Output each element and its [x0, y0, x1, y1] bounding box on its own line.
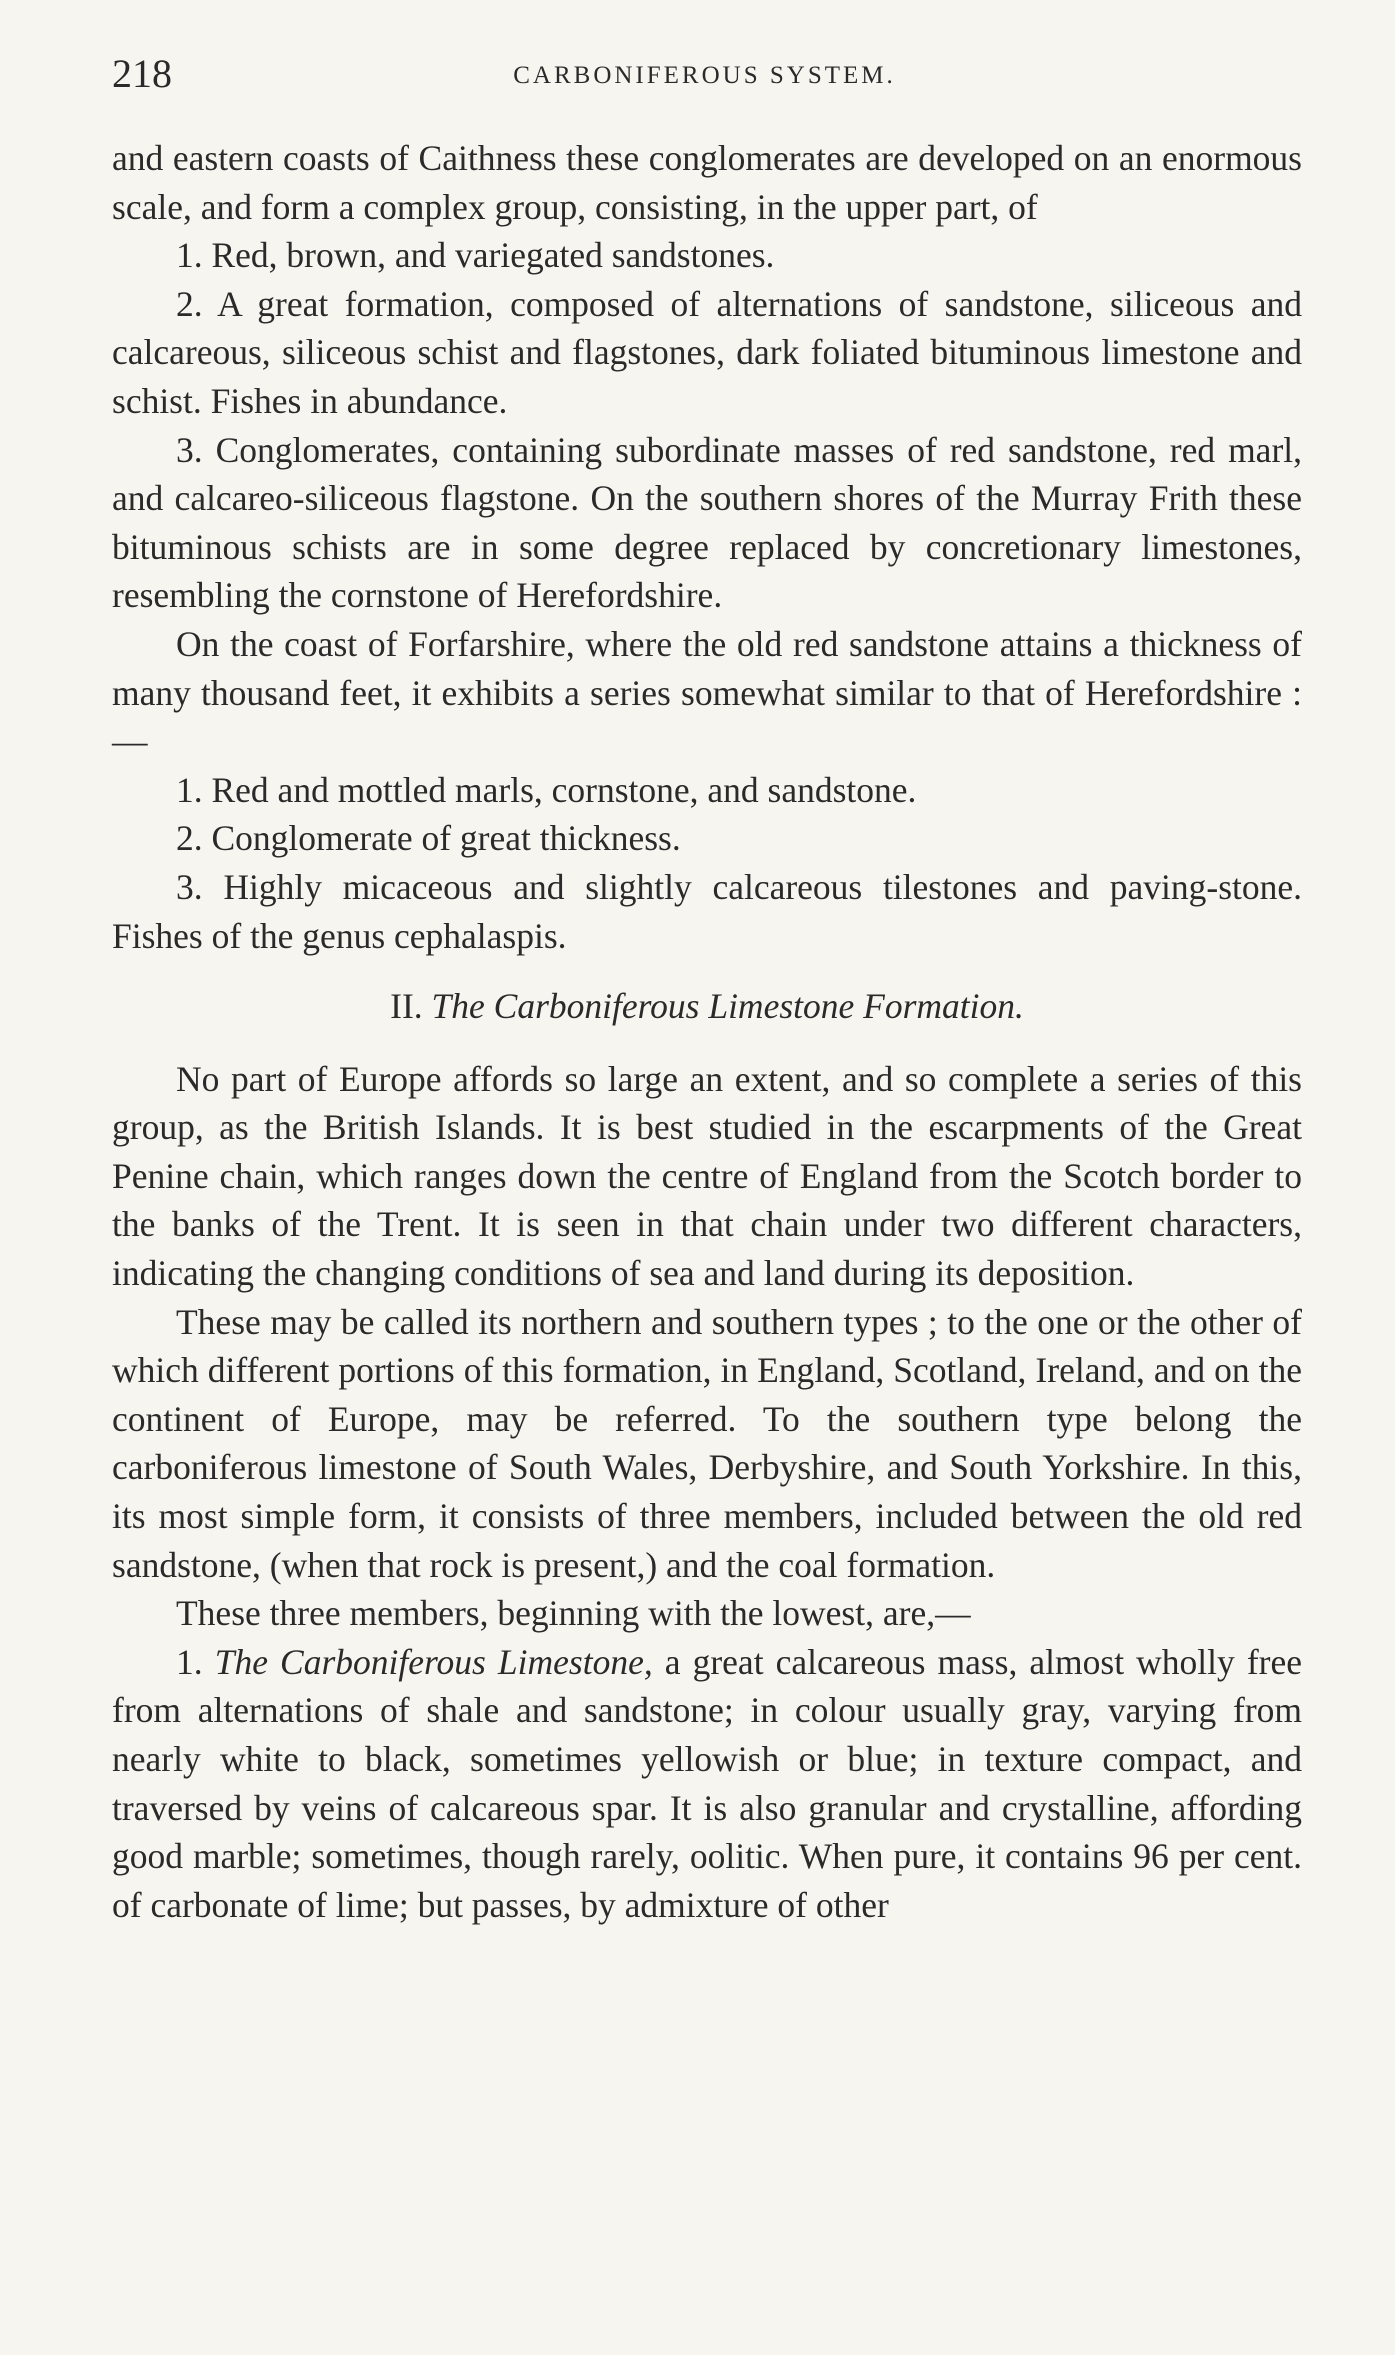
- paragraph: [112, 1638, 1302, 1930]
- list-item: 1. Red and mottled marls, cornstone, and sandstone.: [176, 769, 917, 810]
- section-title: The Carboniferous Limestone Formation.: [431, 986, 1024, 1027]
- section-number: II.: [390, 986, 423, 1027]
- list-item: 3. Highly micaceous and slightly calcareous tilestones and paving-stone. Fishes of the genus cephalaspis.: [112, 866, 1302, 956]
- paragraph: On the coast of Forfarshire, where the old red sandstone attains a thickness of many thousand feet, it exhibits a series somewhat similar to that of Herefordshire :—: [112, 623, 1302, 762]
- page-number: 218: [112, 51, 172, 96]
- paragraph: and eastern coasts of Caithness these conglomerates are developed on an enormous scale, and form a complex group, consisting, in the upper part, of: [112, 138, 1302, 227]
- body-text: [112, 134, 1302, 1929]
- paragraph: These may be called its northern and southern types ; to the one or the other of which different portions of this formation, in England, Scotland, Ireland, and on the continent of Europe, may be referred. To the southern type belong the carboniferous limestone of South Wales, Derbyshire, and South Yorkshire. In this, its most simple form, it consists of three members, included between the old red sandstone, (when that rock is present,) and the coal formation.: [112, 1301, 1302, 1585]
- emphasized-term: The Carboniferous Limestone,: [214, 1641, 653, 1682]
- running-head: CARBONIFEROUS SYSTEM.: [513, 62, 896, 89]
- paragraph: No part of Europe affords so large an extent, and so complete a series of this group, as the British Islands. It is best studied in the escarpments of the Great Penine chain, which ranges down the centre of England from the Scotch border to the banks of the Trent. It is seen in that chain under two different characters, indicating the changing conditions of sea and land during its deposition.: [112, 1058, 1302, 1294]
- paragraph-text: a great calcareous mass, almost wholly free from alternations of shale and sandstone; in colour usually gray, varying from nearly white to black, sometimes yellowish or blue; in texture compact, and traversed by veins of calcareous spar. It is also granular and crystalline, affording good marble; sometimes, though rarely, oolitic. When pure, it contains 96 per cent. of carbonate of lime; but passes, by admixture of other: [112, 1641, 1302, 1925]
- list-item: 2. A great formation, composed of alternations of sandstone, siliceous and calcareous, siliceous schist and flagstones, dark foliated bituminous limestone and schist. Fishes in abundance.: [112, 283, 1302, 421]
- item-number: 1.: [176, 1641, 203, 1682]
- list-item: 2. Conglomerate of great thickness.: [176, 818, 681, 859]
- page-header: [112, 50, 1297, 100]
- list-item: 1. Red, brown, and variegated sandstones.: [176, 235, 775, 276]
- paragraph: These three members, beginning with the lowest, are,—: [176, 1593, 971, 1634]
- list-item: 3. Conglomerates, containing subordinate masses of red sandstone, red marl, and calcareo-siliceous flagstone. On the southern shores of the Murray Frith these bituminous schists are in some degree replaced by concretionary limestones, resembling the cornstone of Herefordshire.: [112, 429, 1302, 616]
- section-heading: [112, 982, 1302, 1031]
